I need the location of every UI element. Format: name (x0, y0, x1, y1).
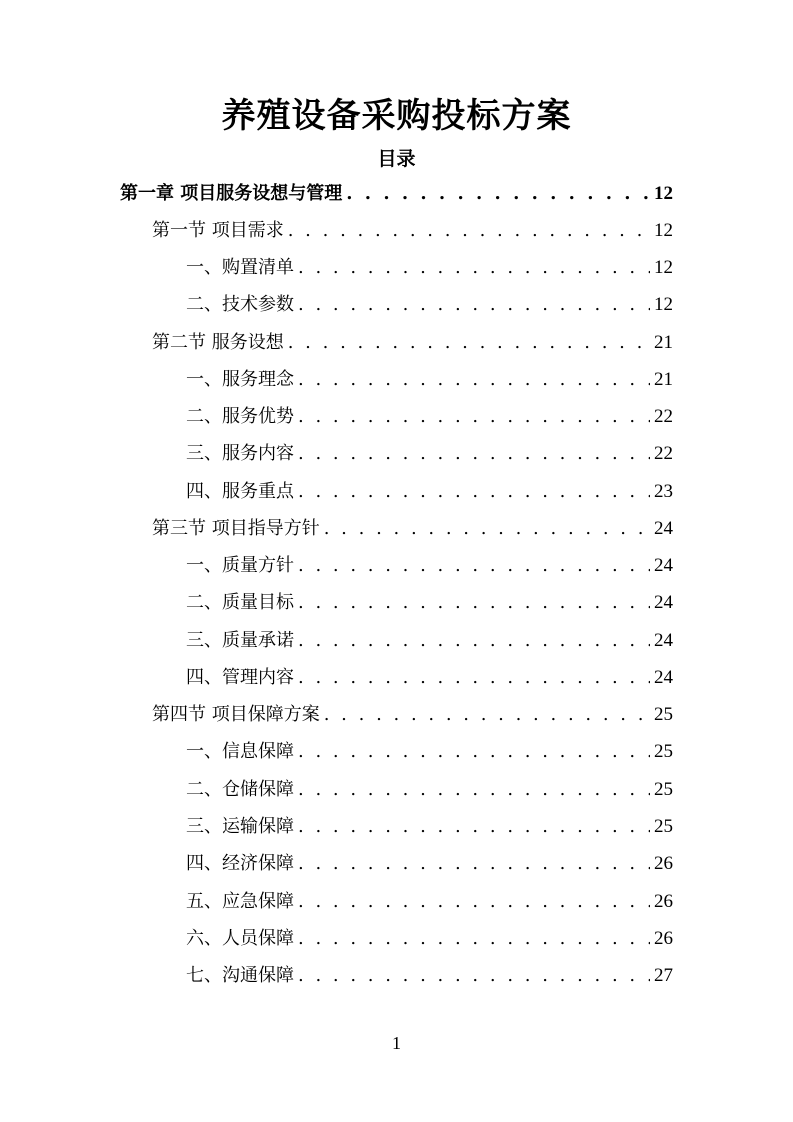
page-number: 1 (392, 1033, 401, 1053)
toc-entry-label: 四、经济保障 (186, 853, 294, 874)
toc-entry-label: 二、仓储保障 (186, 779, 294, 800)
dot-leader (298, 920, 650, 957)
toc-entry[interactable] (186, 808, 673, 845)
dot-leader (298, 584, 650, 621)
toc-entry-page: 24 (654, 667, 673, 688)
toc-entry-label: 三、服务内容 (186, 443, 294, 464)
toc-entry-page: 27 (654, 965, 673, 986)
toc-entry[interactable] (152, 510, 673, 547)
toc-entry[interactable] (186, 398, 673, 435)
toc-entry-page: 26 (654, 928, 673, 949)
toc-entry-page: 24 (654, 555, 673, 576)
toc-entry-label: 七、沟通保障 (186, 965, 294, 986)
toc-entry[interactable] (186, 883, 673, 920)
toc-entry-page: 12 (654, 294, 673, 315)
toc-entry-page: 12 (654, 220, 673, 241)
toc-entry-label: 一、购置清单 (186, 257, 294, 278)
toc-entry-label: 第三节 项目指导方针 (152, 518, 320, 539)
toc-entry-page: 24 (654, 592, 673, 613)
toc-entry-page: 23 (654, 481, 673, 502)
toc-entry[interactable] (186, 957, 673, 994)
dot-leader (298, 249, 650, 286)
toc-entry[interactable] (186, 771, 673, 808)
toc-entry[interactable] (186, 659, 673, 696)
dot-leader (298, 622, 650, 659)
toc-entry[interactable] (152, 212, 673, 249)
dot-leader (346, 175, 650, 212)
dot-leader (298, 435, 650, 472)
toc-entry-page: 25 (654, 816, 673, 837)
dot-leader (298, 361, 650, 398)
toc-entry-page: 21 (654, 332, 673, 353)
dot-leader (324, 696, 650, 733)
toc-entry-page: 21 (654, 369, 673, 390)
toc-entry-label: 二、技术参数 (186, 294, 294, 315)
toc-entry-page: 22 (654, 443, 673, 464)
dot-leader (298, 659, 650, 696)
toc-entry-label: 四、管理内容 (186, 667, 294, 688)
toc-entry-label: 五、应急保障 (186, 891, 294, 912)
toc-entry[interactable] (120, 175, 673, 212)
toc-entry[interactable] (186, 473, 673, 510)
toc-entry-page: 12 (654, 257, 673, 278)
dot-leader (324, 510, 650, 547)
dot-leader (298, 733, 650, 770)
dot-leader (298, 286, 650, 323)
toc-entry-label: 三、运输保障 (186, 816, 294, 837)
toc-entry-label: 一、信息保障 (186, 741, 294, 762)
toc-entry[interactable] (152, 696, 673, 733)
toc-entry-label: 一、质量方针 (186, 555, 294, 576)
toc-entry-label: 第四节 项目保障方案 (152, 704, 320, 725)
toc-entry-label: 六、人员保障 (186, 928, 294, 949)
toc-entry-label: 四、服务重点 (186, 481, 294, 502)
toc-entry-label: 二、质量目标 (186, 592, 294, 613)
toc-entry-page: 26 (654, 891, 673, 912)
dot-leader (298, 398, 650, 435)
toc-entry-label: 一、服务理念 (186, 369, 294, 390)
dot-leader (298, 547, 650, 584)
toc-entry[interactable] (186, 361, 673, 398)
toc-heading: 目录 (377, 148, 416, 170)
toc-entry-label: 第一节 项目需求 (152, 220, 284, 241)
dot-leader (298, 771, 650, 808)
toc-entry-label: 三、质量承诺 (186, 630, 294, 651)
toc-entry-page: 12 (654, 183, 673, 204)
dot-leader (298, 473, 650, 510)
toc-entry-page: 24 (654, 630, 673, 651)
toc-entry-page: 26 (654, 853, 673, 874)
toc-entry[interactable] (186, 845, 673, 882)
toc-entry[interactable] (186, 435, 673, 472)
toc-entry-page: 25 (654, 779, 673, 800)
dot-leader (288, 324, 650, 361)
dot-leader (298, 957, 650, 994)
toc-entry[interactable] (152, 324, 673, 361)
toc-entry-page: 24 (654, 518, 673, 539)
toc-entry-page: 25 (654, 741, 673, 762)
toc-entry[interactable] (186, 733, 673, 770)
dot-leader (288, 212, 650, 249)
toc-entry-label: 二、服务优势 (186, 406, 294, 427)
toc-entry[interactable] (186, 249, 673, 286)
toc-entry-label: 第二节 服务设想 (152, 332, 284, 353)
toc-entry[interactable] (186, 920, 673, 957)
toc-entry-label: 第一章 项目服务设想与管理 (120, 183, 343, 204)
toc-entry[interactable] (186, 286, 673, 323)
dot-leader (298, 808, 650, 845)
toc-entry-page: 22 (654, 406, 673, 427)
toc-entry[interactable] (186, 584, 673, 621)
toc-entry-page: 25 (654, 704, 673, 725)
toc-entry[interactable] (186, 547, 673, 584)
toc-entry[interactable] (186, 622, 673, 659)
dot-leader (298, 845, 650, 882)
dot-leader (298, 883, 650, 920)
document-title: 养殖设备采购投标方案 (221, 96, 572, 136)
